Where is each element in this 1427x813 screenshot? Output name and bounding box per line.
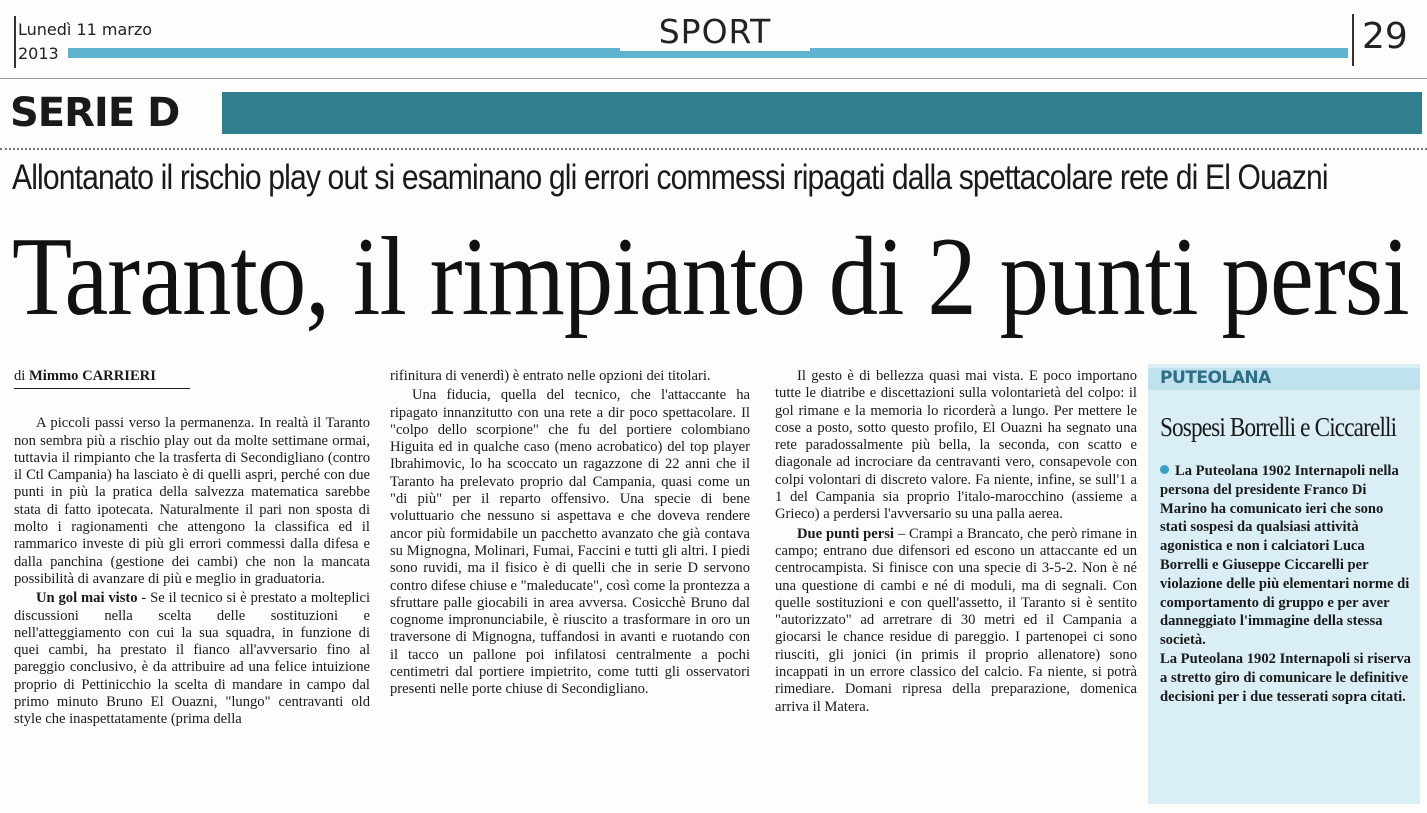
paragraph-text: - Se il tecnico si è prestato a molteplici discussioni nella scelta delle sostituzioni e nell'atteggiamento con cui la sua squadra, in funzione di quei cambi, ha prestato il fianco all'avversario fino al pareggio conclusivo, è da attribuire ad una felice intuizione proprio di Pettinicchio la scelta di mandare in campo dal primo minuto Bruno El Ouazni, "lungo" centravanti old style che inaspettatamente (prima della — [14, 590, 370, 728]
sidebar-title: Sospesi Borrelli e Ciccarelli — [1160, 412, 1397, 442]
article-paragraph: Una fiducia, quella del tecnico, che l'attaccante ha ripagato innanzitutto con una rete a dir poco spettacolare. Il "colpo dello scorpione" che fu del portiere colombiano Higuita ed in qualche caso (meno acrobatico) del top player Ibrahimovic, lo ha scoccato un ragazzone di 22 anni che il Taranto ha prelevato proprio dal Campania, quasi come un "di più" per il reparto offensivo. Una specie di bene voluttuario che nessuno si aspettava e che doveva rendere ancor più formidabile un pacchetto avanzato che già contava su Mignogna, Molinari, Fumai, Faccini e tutti gli altri. I piedi sono ruvidi, ma il fisico è di quelli che in serie D servono contro difese chiuse e "maleducate", così come la prontezza a sfruttare palle giocabili in area avversa. Cosicchè Bruno dal cognome impronunciabile, è riuscito a trasformare in oro un traversone di Mignogna, tuffandosi in avanti e ruotando con il tacco un pallone poi infilatosi centralmente a pochi centimetri dal portiere impietrito, come tutti gli osservatori presenti nelle porte chiuse di Secondigliano. — [390, 387, 750, 698]
sidebar-text: La Puteolana 1902 Internapoli nella persona del presidente Franco Di Marino ha comunicato ieri che sono stati sospesi da qualsiasi attività agonistica e non i calciatori Luca Borrelli e Giuseppe Ciccarelli per violazione delle più elementari norme di comportamento di gruppo e per aver danneggiato l'immagine della stessa società. — [1160, 463, 1410, 649]
bullet-dot-icon — [1160, 465, 1169, 474]
article-paragraph: Il gesto è di bellezza quasi mai vista. E poco importano tutte le diatribe e discettazioni sulla volontarietà del colpo: il gol rimane e la memoria lo ricorderà a lungo. Per mettere le cose a posto, sotto questo profilo, El Ouazni ha segnato una rete paradossalmente più bella, la seconda, con scatto e diagonale ad incrociare da centravanti vero, consapevole con colpi volontari di discreto valore. Fa niente, infine, se sull'1 a 1 del Campania sia proprio l'italo-marocchino (assieme a Grieco) a perdersi l'avversario su una palla aerea. — [775, 368, 1137, 523]
issue-date-day: Lunedì 11 marzo — [18, 20, 153, 39]
sidebar-section-label: PUTEOLANA — [1160, 368, 1271, 388]
article-paragraph — [775, 526, 1137, 716]
sidebar-paragraph — [1160, 462, 1412, 650]
date-divider — [14, 16, 16, 68]
byline — [14, 368, 370, 389]
page-number: 29 — [1362, 16, 1408, 57]
sidebar-paragraph: La Puteolana 1902 Internapoli si riserva a stretto giro di comunicare le definitive decisioni per i due tesserati sopra citati. — [1160, 650, 1411, 705]
article-column-2 — [390, 368, 750, 701]
issue-date-year: 2013 — [18, 44, 59, 63]
article-paragraph: rifinitura di venerdì) è entrato nelle opzioni dei titolari. — [390, 368, 711, 384]
kicker: Allontanato il rischio play out si esaminano gli errori commessi ripagati dalla spettacolare rete di El Ouazni — [12, 158, 1328, 197]
article-column-1 — [14, 368, 370, 731]
subhead: Un gol mai visto — [36, 590, 138, 607]
paragraph-text: – Crampi a Brancato, che però rimane in campo; entrano due difensori ed escono un attaccante ed un centrocampista. Si finisce con una specie di 3-5-2. Non è né una questione di cambi e né di moduli, ma di segnali. Con quelle sostituzioni e con quell'assetto, il Taranto si è sentito "autorizzato" ad arretrare di 30 metri ed il Campania a giocarsi le chance residue di pareggio. I partenopei ci sono riusciti, gli jonici (in primis il proprio allenatore) sono incappati in un errore classico del calcio. Fa niente, si potrà rimediare. Domani ripresa della preparazione, domenica arriva il Matera. — [775, 525, 1137, 715]
category-band — [0, 90, 1427, 138]
section-name: SPORT — [620, 12, 810, 51]
byline-prefix: di — [14, 368, 26, 384]
article-column-3 — [775, 368, 1137, 718]
category-label: SERIE D — [10, 90, 180, 136]
dotted-divider — [0, 148, 1427, 150]
article-paragraph — [14, 590, 370, 728]
byline-author: Mimmo CARRIERI — [29, 368, 156, 384]
masthead — [0, 0, 1427, 70]
subhead: Due punti persi — [797, 525, 894, 542]
byline-rule — [14, 388, 190, 389]
article-paragraph: A piccoli passi verso la permanenza. In realtà il Taranto non sembra più a rischio play out da molte settimane ormai, tuttavia il rimpianto che la trasferta di Secondigliano (contro il Ctl Campania) ha lasciato è di quelli aspri, perché con due punti in più la pratica della salvezza matematica sarebbe stata di fatto ipotecata. Naturalmente il pari non sposta di molto i ragionamenti che attengono la classifica ed il rammarico investe di più gli errori commessi dalla difesa e dalla panchina (gestione dei cambi) che non la mancata possibilità di avanzare di più e meglio in graduatoria. — [14, 415, 370, 587]
sidebar-body — [1160, 462, 1412, 706]
masthead-rule — [0, 78, 1427, 79]
category-bar — [222, 92, 1422, 134]
headline: Taranto, il rimpianto di 2 punti persi — [12, 215, 1409, 339]
sidebar-box — [1148, 364, 1420, 804]
